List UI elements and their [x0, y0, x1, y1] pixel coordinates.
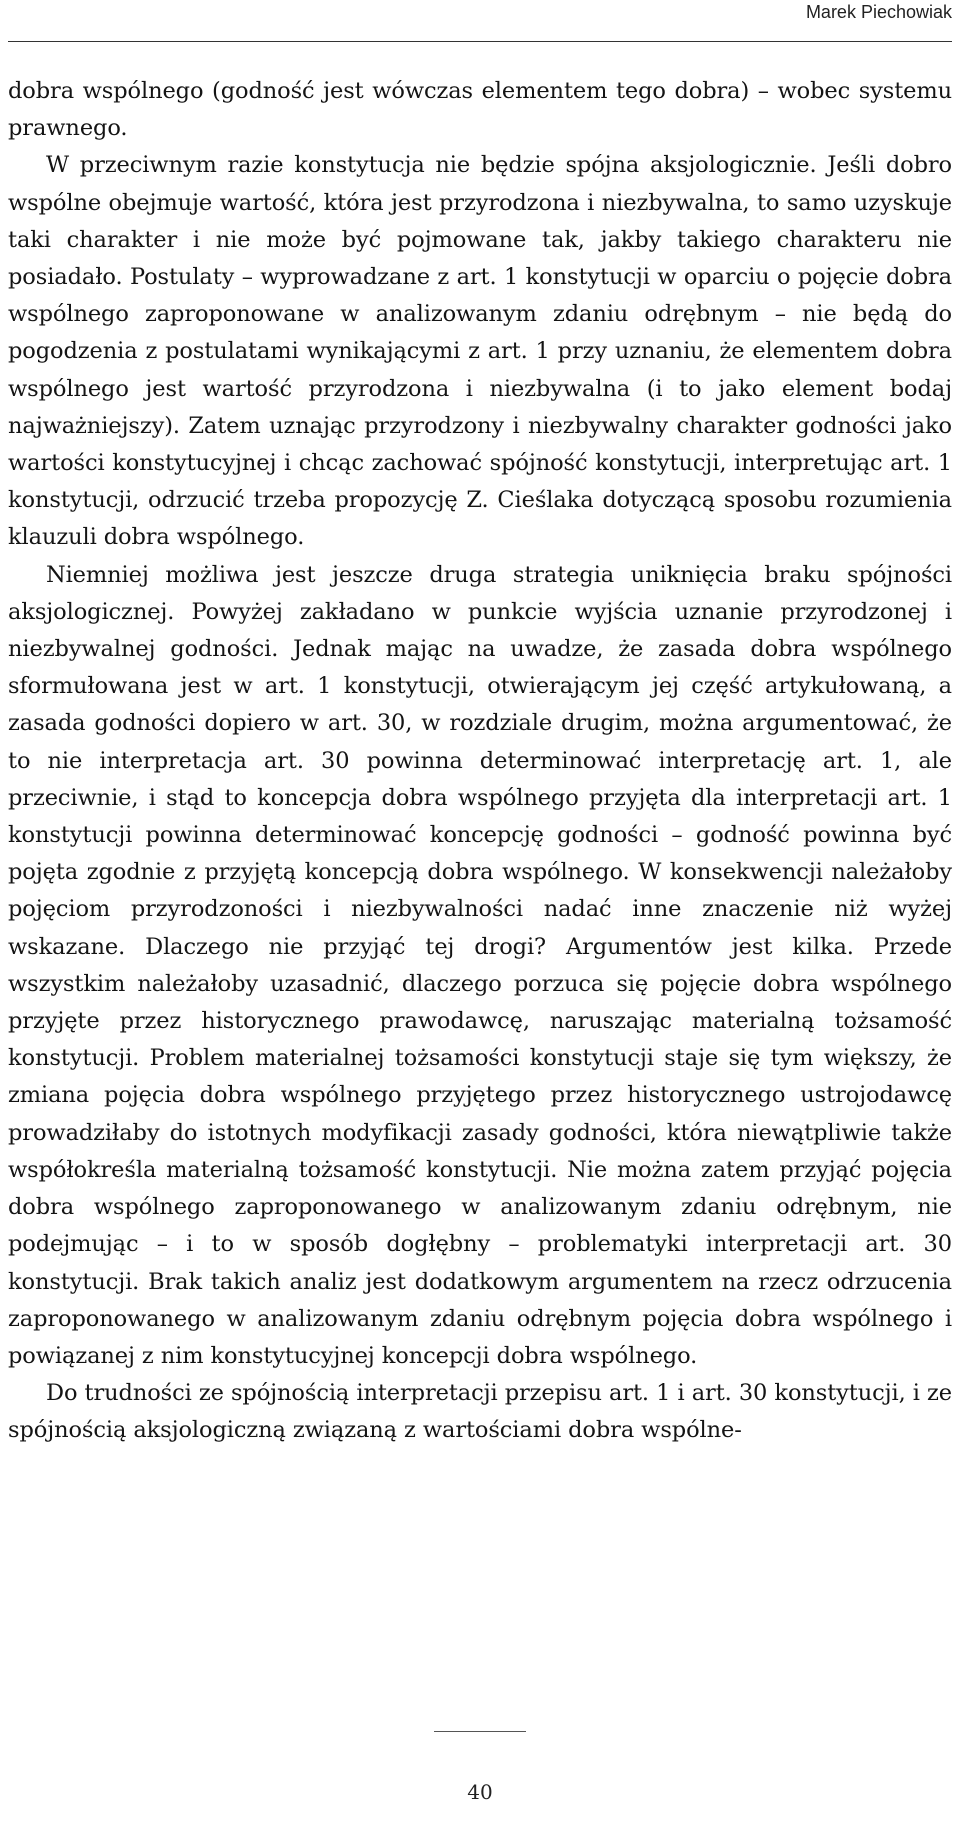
- paragraph-1: dobra wspólnego (godność jest wówczas elementem tego dobra) – wobec systemu prawnego.: [8, 78, 952, 142]
- header-divider: [8, 41, 952, 42]
- footer-divider: [434, 1731, 526, 1732]
- paragraph-4: Do trudności ze spójnością interpretacji przepisu art. 1 i art. 30 konstytucji, i ze spójnością aksjologiczną związaną z wartościami dobra wspólne-: [8, 1380, 952, 1444]
- page-number: 40: [467, 1780, 493, 1804]
- running-header-author: Marek Piechowiak: [805, 2, 952, 22]
- body-text: [8, 73, 952, 1450]
- paragraph-2: W przeciwnym razie konstytucja nie będzie spójna aksjologicznie. Jeśli dobro wspólne obejmuje wartość, która jest przyrodzona i niezbywalna, to samo uzyskuje taki charakter i nie może być pojmowane tak, jakby takiego charakteru nie posiadało. Postulaty – wyprowadzane z art. 1 konstytucji w oparciu o pojęcie dobra wspólnego zaproponowane w analizowanym zdaniu odrębnym – nie będą do pogodzenia z postulatami wynikającymi z art. 1 przy uznaniu, że elementem dobra wspólnego jest wartość przyrodzona i niezbywalna (i to jako element bodaj najważniejszy). Zatem uznając przyrodzony i niezbywalny charakter godności jako wartości konstytucyjnej i chcąc zachować spójność konstytucji, interpretując art. 1 konstytucji, odrzucić trzeba propozycję Z. Cieślaka dotyczącą sposobu rozumienia klauzuli dobra wspólnego.: [8, 152, 952, 551]
- paragraph-3: Niemniej możliwa jest jeszcze druga strategia uniknięcia braku spójności aksjologicznej. Powyżej zakładano w punkcie wyjścia uznanie przyrodzonej i niezbywalnej godności. Jednak mając na uwadze, że zasada dobra wspólnego sformułowana jest w art. 1 konstytucji, otwierającym jej część artykułowaną, a zasada godności dopiero w art. 30, w rozdziale drugim, można argumentować, że to nie interpretacja art. 30 powinna determinować interpretację art. 1, ale przeciwnie, i stąd to koncepcja dobra wspólnego przyjęta dla interpretacji art. 1 konstytucji powinna determinować koncepcję godności – godność powinna być pojęta zgodnie z przyjętą koncepcją dobra wspólnego. W konsekwencji należałoby pojęciom przyrodzoności i niezbywalności nadać inne znaczenie niż wyżej wskazane. Dlaczego nie przyjąć tej drogi? Argumentów jest kilka. Przede wszystkim należałoby uzasadnić, dlaczego porzuca się pojęcie dobra wspólnego przyjęte przez historycznego prawodawcę, naruszając materialną tożsamość konstytucji. Problem materialnej tożsamości konstytucji staje się tym większy, że zmiana pojęcia dobra wspólnego przyjętego przez historycznego ustrojodawcę prowadziłaby do istotnych modyfikacji zasady godności, która niewątpliwie także współokreśla materialną tożsamość konstytucji. Nie można zatem przyjąć pojęcia dobra wspólnego zaproponowanego w analizowanym zdaniu odrębnym, nie podejmując – i to w sposób dogłębny – problematyki interpretacji art. 30 konstytucji. Brak takich analiz jest dodatkowym argumentem na rzecz odrzucenia zaproponowanego w analizowanym zdaniu odrębnym pojęcia dobra wspólnego i powiązanej z nim konstytucyjnej koncepcji dobra wspólnego.: [8, 561, 952, 1369]
